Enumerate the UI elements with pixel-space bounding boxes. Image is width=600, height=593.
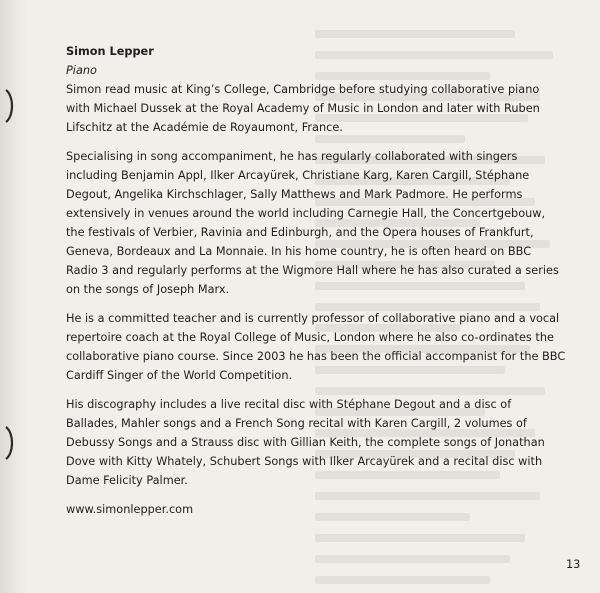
bio-paragraph-1: Simon read music at King’s College, Cambridge before studying collaborative piano with Michael Dussek at the Royal Academy of Music in London and later with Ruben Lifschitz at the Académie de Royaumont, France. xyxy=(66,83,540,134)
website-link[interactable]: www.simonlepper.com xyxy=(66,503,194,516)
bio-paragraph-4: His discography includes a live recital disc with Stéphane Degout and a disc of Ballades, Mahler songs and a French Song recital with Karen Cargill, 2 volumes of Debussy Songs and a Strauss disc with Gillian Keith, the complete songs of Jonathan Dove with Kitty Whately, Schubert Songs with Ilker Arcayürek and a recital disc with Dame Felicity Palmer. xyxy=(66,398,545,487)
performer-name: Simon Lepper xyxy=(66,45,154,58)
page-number: 13 xyxy=(566,558,581,571)
bio-paragraph-2: Specialising in song accompaniment, he has regularly collaborated with singers including Benjamin Appl, Ilker Arcayürek, Christiane Karg, Karen Cargill, Stéphane Degout, Angelika Kirchschlager, Sally Matthews and Mark Padmore. He performs extensively in venues around the world including Carnegie Hall, the Concertgebouw, the festivals of Verbier, Ravinia and Edinburgh, and the Opera houses of Frankfurt, Geneva, Bordeaux and La Monnaie. In his home country, he is often heard on BBC Radio 3 and regularly performs at the Wigmore Hall where he has also curated a series on the songs of Joseph Marx. xyxy=(66,150,559,296)
performer-role: Piano xyxy=(66,64,97,77)
binding-clip-bottom xyxy=(2,425,18,461)
binding-clip-top xyxy=(2,88,18,124)
bio-content xyxy=(66,42,566,519)
bio-paragraph-3: He is a committed teacher and is currently professor of collaborative piano and a vocal repertoire coach at the Royal College of Music, London where he also co-ordinates the collaborative piano course. Since 2003 he has been the official accompanist for the BBC Cardiff Singer of the World Competition. xyxy=(66,312,566,382)
